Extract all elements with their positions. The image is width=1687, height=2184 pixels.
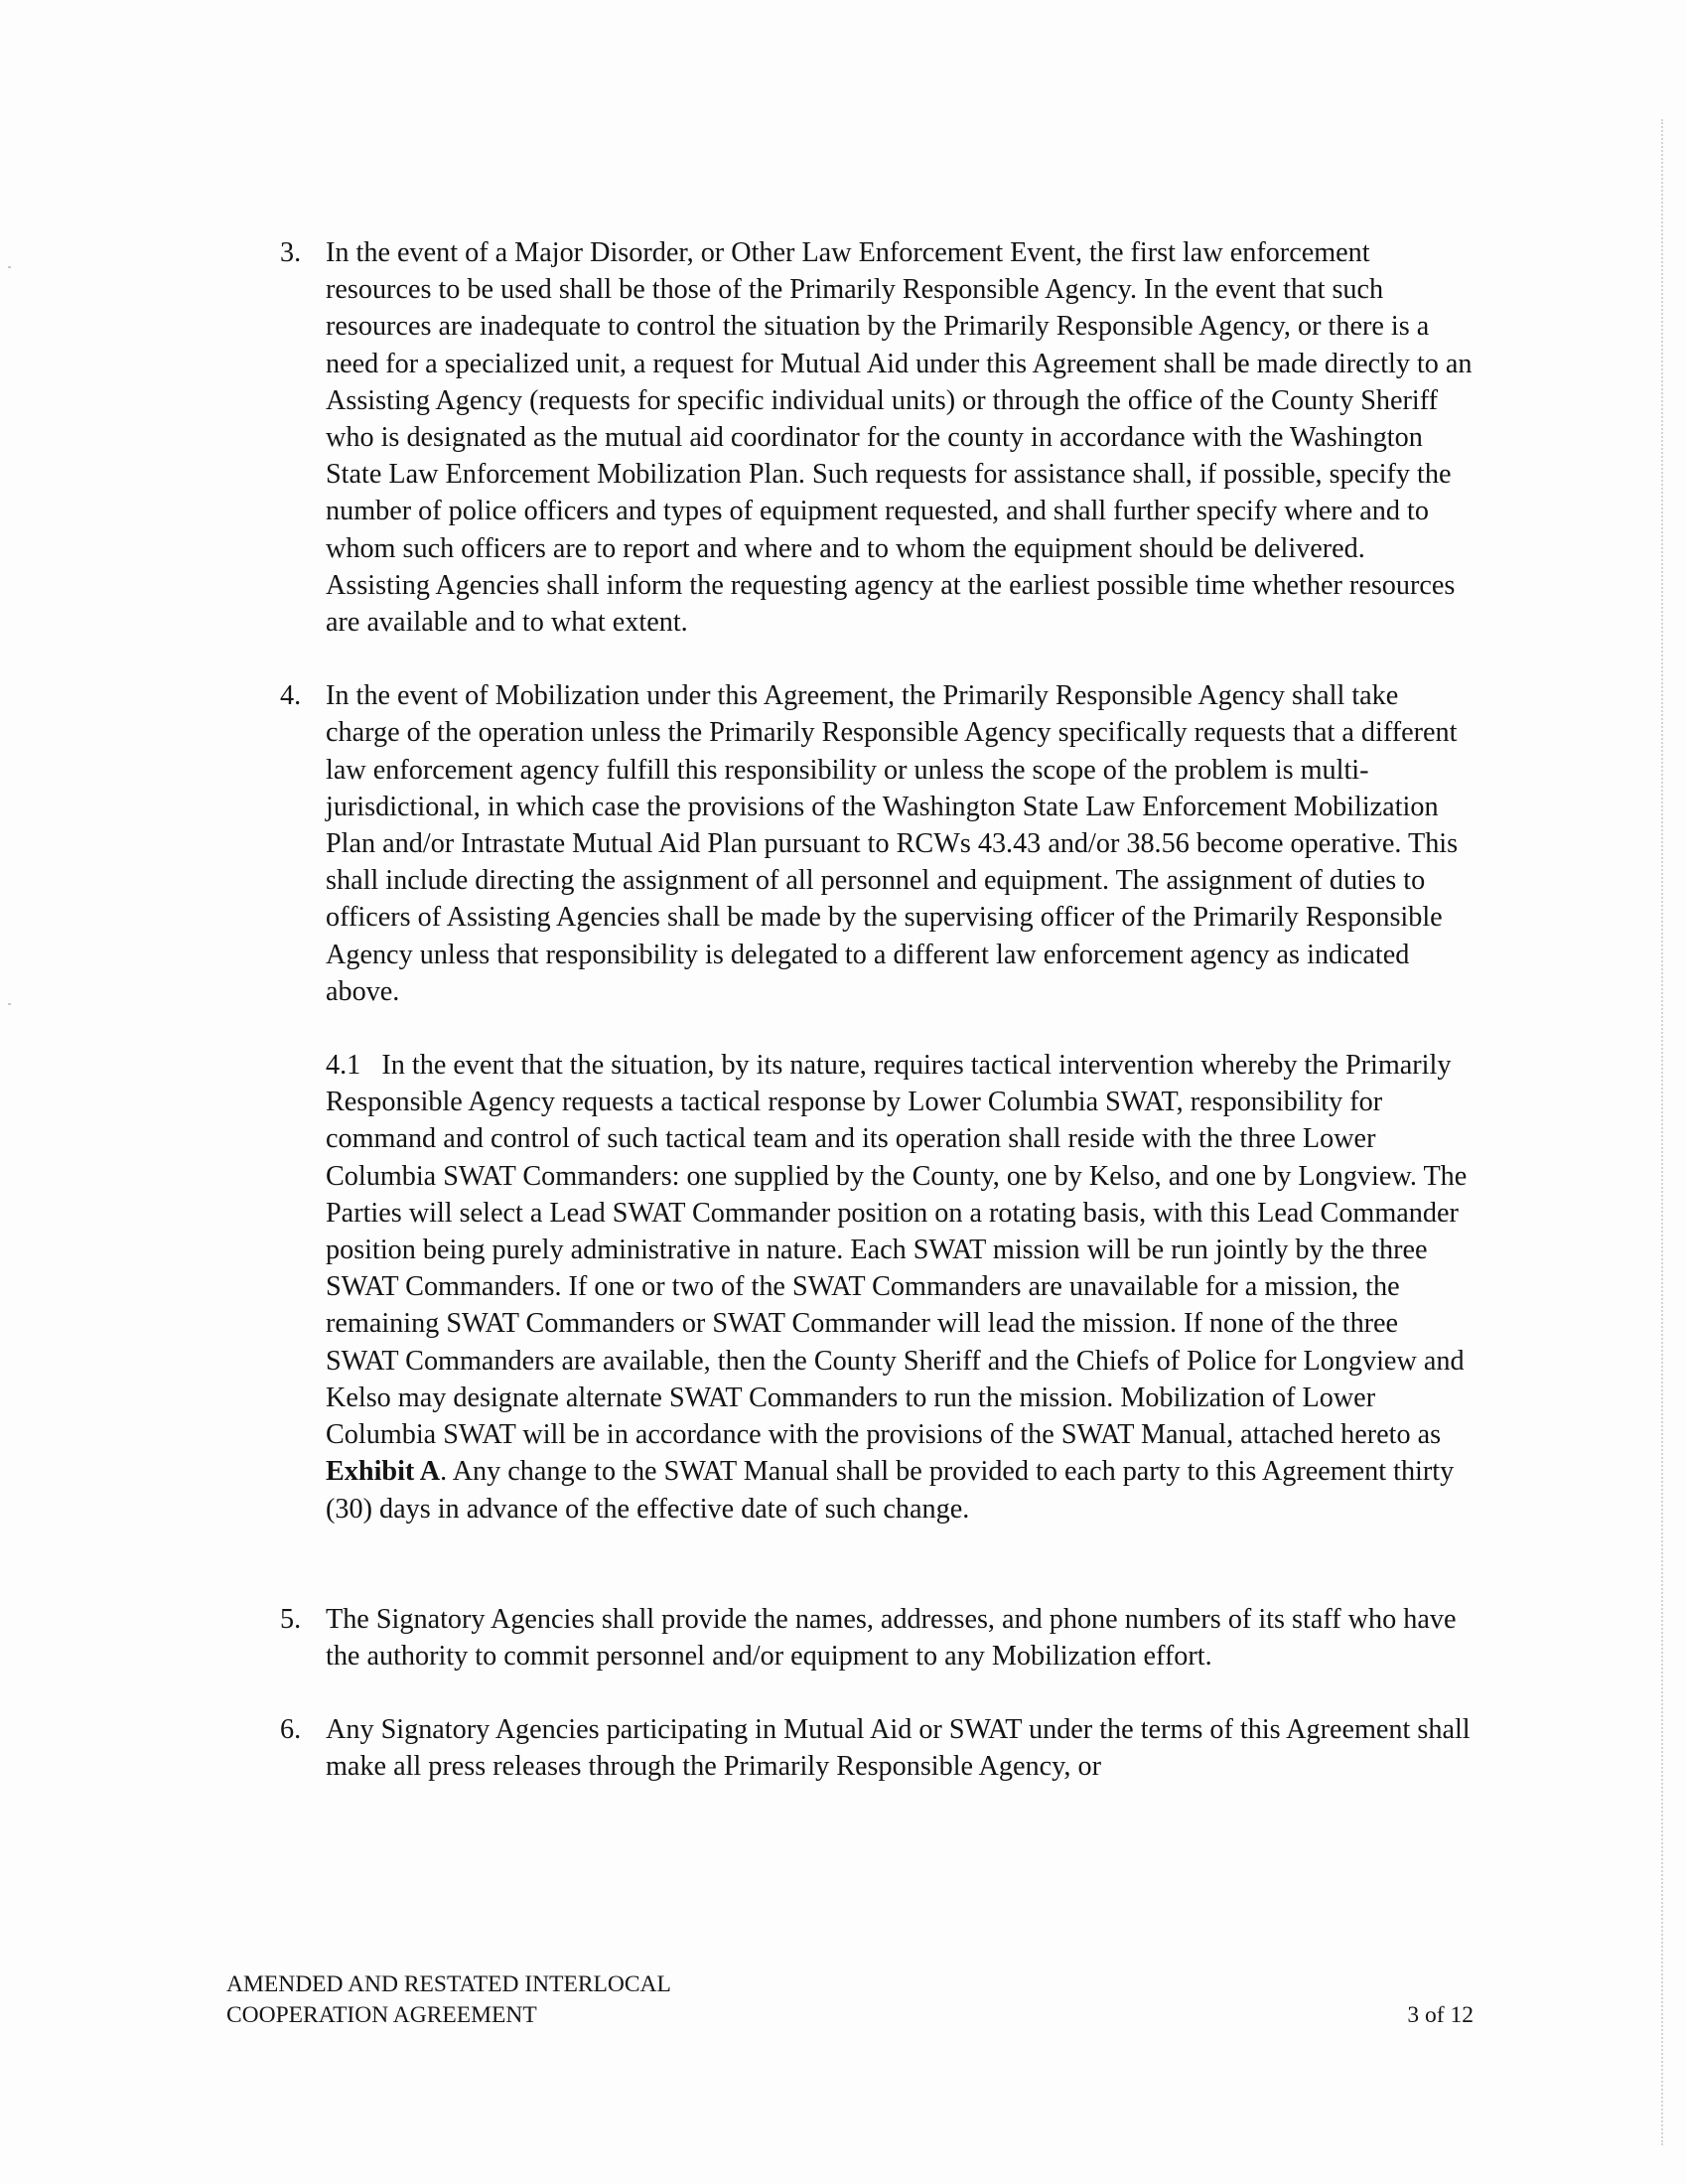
subsection-4-1 xyxy=(326,1047,1474,1528)
section-number: 5. xyxy=(280,1603,302,1635)
page-number: 3 of 12 xyxy=(1407,2002,1474,2028)
subsection-number: 4.1 xyxy=(326,1050,361,1082)
scan-edge-artifact xyxy=(1661,119,1665,2145)
footer-title-line-2: COOPERATION AGREEMENT xyxy=(226,2002,537,2028)
section-text: In the event of Mobilization under this Agreement, the Primarily Responsible Agency shall take charge of the operation unless the Primarily Responsible Agency specifically requests that a different law enforcement agency fulfill this responsibility or unless the scope of the problem is multi-jurisdictional, in which case the provisions of the Washington State Law Enforcement Mobilization Plan and/or Intrastate Mutual Aid Plan pursuant to RCWs 43.43 and/or 38.56 become operative. This shall include directing the assignment of all personnel and equipment. The assignment of duties to officers of Assisting Agencies shall be made by the supervising officer of the Primarily Responsible Agency unless that responsibility is delegated to a different law enforcement agency as indicated above. xyxy=(326,680,1459,1007)
section-3 xyxy=(270,234,1474,641)
section-number: 6. xyxy=(280,1714,302,1746)
section-6 xyxy=(270,1711,1474,1785)
section-text: The Signatory Agencies shall provide the names, addresses, and phone numbers of its staff who have the authority to commit personnel and/or equipment to any Mobilization effort. xyxy=(326,1603,1457,1672)
section-text: Any Signatory Agencies participating in Mutual Aid or SWAT under the terms of this Agreement shall make all press releases through the Primarily Responsible Agency, or xyxy=(326,1714,1471,1783)
scan-speck xyxy=(8,266,11,268)
exhibit-reference: Exhibit A xyxy=(326,1456,441,1488)
section-5 xyxy=(270,1601,1474,1674)
document-body xyxy=(270,234,1474,1786)
page-footer xyxy=(226,1969,1474,2031)
section-4 xyxy=(270,677,1474,1527)
subsection-text-before: In the event that the situation, by its nature, requires tactical intervention whereby the Primarily Responsible Agency requests a tactical response by Lower Columbia SWAT, responsibility for command and control of such tactical team and its operation shall reside with the three Lower Columbia SWAT Commanders: one supplied by the County, one by Kelso, and one by Longview. The Parties will select a Lead SWAT Commander position on a rotating basis, with this Lead Commander position being purely administrative in nature. Each SWAT mission will be run jointly by the three SWAT Commanders. If one or two of the SWAT Commanders are unavailable for a mission, the remaining SWAT Commanders or SWAT Commander will lead the mission. If none of the three SWAT Commanders are available, then the County Sheriff and the Chiefs of Police for Longview and Kelso may designate alternate SWAT Commanders to run the mission. Mobilization of Lower Columbia SWAT will be in accordance with the provisions of the SWAT Manual, attached hereto as xyxy=(326,1050,1468,1451)
scan-speck xyxy=(8,1003,11,1005)
section-text: In the event of a Major Disorder, or Other Law Enforcement Event, the first law enforcement resources to be used shall be those of the Primarily Responsible Agency. In the event that such resources are inadequate to control the situation by the Primarily Responsible Agency, or there is a need for a specialized unit, a request for Mutual Aid under this Agreement shall be made directly to an Assisting Agency (requests for specific individual units) or through the office of the County Sheriff who is designated as the mutual aid coordinator for the county in accordance with the Washington State Law Enforcement Mobilization Plan. Such requests for assistance shall, if possible, specify the number of police officers and types of equipment requested, and shall further specify where and to whom such officers are to report and where and to whom the equipment should be delivered. Assisting Agencies shall inform the requesting agency at the earliest possible time whether resources are available and to what extent. xyxy=(326,237,1473,639)
section-number: 3. xyxy=(280,237,302,268)
footer-title-line-1: AMENDED AND RESTATED INTERLOCAL xyxy=(226,1971,671,1997)
section-number: 4. xyxy=(280,680,302,712)
subsection-text-after: . Any change to the SWAT Manual shall be provided to each party to this Agreement thirty (30) days in advance of the effective date of such change. xyxy=(326,1456,1455,1525)
